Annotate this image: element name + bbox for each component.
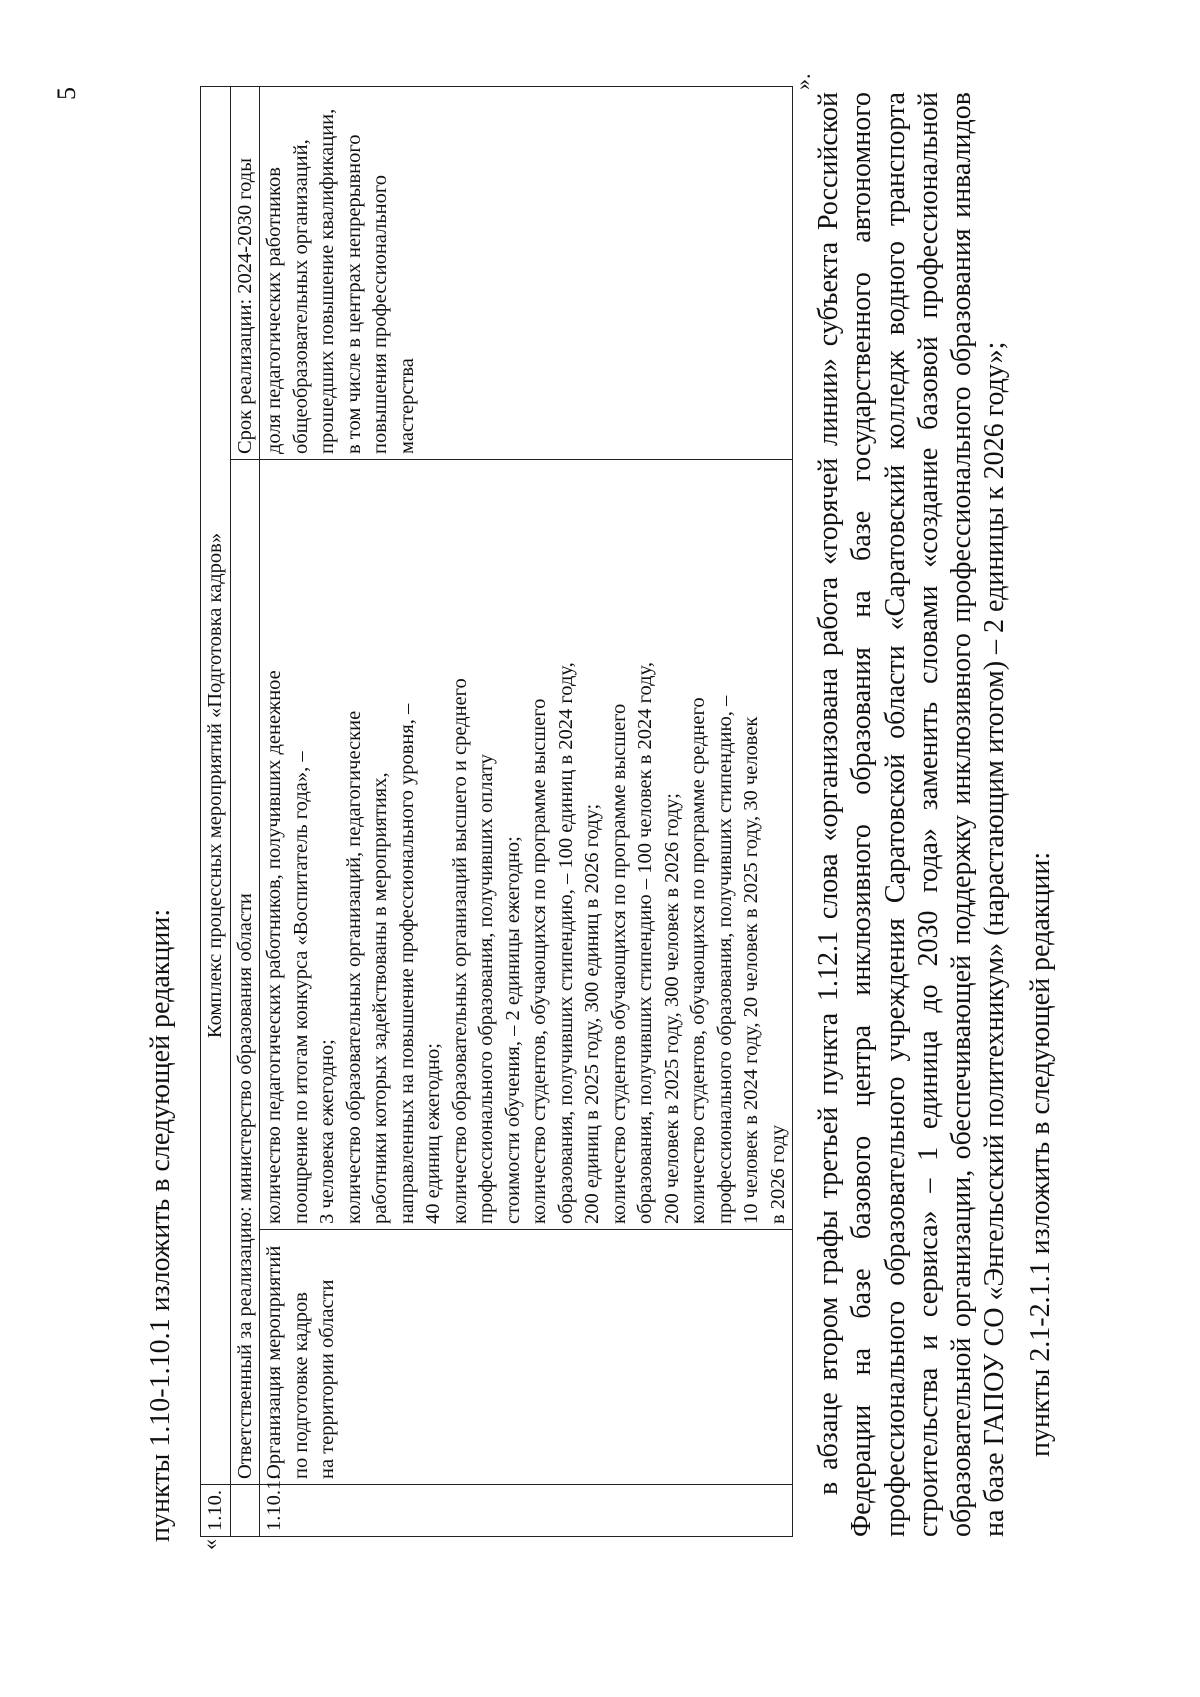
table-row-main <box>201 86 231 1536</box>
indicator-line: количество студентов, обучающихся по программе высшего <box>528 698 550 1224</box>
indicator-line: профессионального образования, получивших оплату <box>475 754 497 1224</box>
cell-main-number: 1.10. <box>201 1485 231 1537</box>
indicator-line: количество студентов, обучающихся по программе среднего <box>687 697 709 1224</box>
amendment-paragraph-2: пункты 2.1-2.1.1 изложить в следующей редакции: <box>1025 851 1056 1457</box>
indicator-line: 10 человек в 2024 году, 20 человек в 2025 году, 30 человек <box>740 716 762 1224</box>
program-table <box>200 86 793 1537</box>
opening-quote: « <box>197 1539 222 1550</box>
cell-empty <box>230 1485 260 1537</box>
indicator-line: профессионального образования, получивших стипендию, – <box>713 695 736 1224</box>
share-line: доля педагогических работников <box>263 167 285 454</box>
indicator-line: образования, получивших стипендию – 100 человек в 2024 году, <box>634 662 656 1224</box>
cell-item-indicators <box>260 460 793 1230</box>
cell-term: Срок реализации: 2024-2030 годы <box>230 86 260 459</box>
cell-main-title: Комплекс процессных мероприятий «Подготовка кадров» <box>201 86 231 1484</box>
share-line: в том числе в центрах непрерывного <box>342 134 365 454</box>
cell-responsible: Ответственный за реализацию: министерство образования области <box>230 460 260 1485</box>
amendment-paragraph-text: в абзаце втором графы третьей пункта 1.12.1 слова «организована работа «горячей линии» субъекта Российской Федерации на базе базового центра инклюзивного образования на базе государственного автономного профессионального образовательного учреждения Саратовской области «Саратовский колледж водного транспорта строительства и сервиса» – 1 единица до 2030 года» заменить словами «создание базовой профессиональной образовательной организации, обеспечивающей поддержку инклюзивного профессионального образования инвалидов на базе ГАПОУ СО «Энгельсский политехникум» (нарастающим итогом) – 2 единицы к 2026 году»; <box>813 92 1011 1537</box>
share-line: прошедших повышение квалификации, <box>316 108 338 454</box>
share-line: мастерства <box>395 358 418 454</box>
indicator-line: поощрение по итогам конкурса «Воспитатель года», – <box>289 751 312 1224</box>
indicator-line: образования, получивших стипендию, – 100 единиц в 2024 году, <box>554 662 577 1224</box>
cell-item-name <box>260 1230 793 1485</box>
amendment-paragraph <box>812 92 1012 1537</box>
share-line: повышения профессионального <box>369 174 391 454</box>
name-line: на территории области <box>316 1279 338 1479</box>
cell-item-share <box>260 86 793 459</box>
indicator-line: стоимости обучения, – 2 единицы ежегодно; <box>501 836 524 1224</box>
indicator-line: 200 единиц в 2025 году, 300 единиц в 2026 году; <box>581 803 603 1224</box>
cell-item-number: 1.10.1. <box>260 1485 793 1537</box>
name-line: по подготовке кадров <box>289 1292 312 1479</box>
amendment-heading: пункты 1.10-1.10.1 изложить в следующей редакции: <box>145 908 176 1542</box>
indicator-line: 3 человека ежегодно; <box>316 1039 338 1224</box>
indicator-line: в 2026 году <box>766 1124 789 1224</box>
indicator-line: количество образовательных организаций, педагогические <box>342 710 365 1224</box>
closing-quote: ». <box>790 73 815 90</box>
indicator-line: количество педагогических работников, получивших денежное <box>263 670 285 1224</box>
indicator-line: 40 единиц ежегодно; <box>422 1043 444 1224</box>
indicator-line: работники которых задействованы в мероприятиях, <box>369 772 391 1224</box>
table-row-responsible <box>230 86 260 1536</box>
indicator-line: 200 человек в 2025 году, 300 человек в 2026 году; <box>660 793 683 1224</box>
indicator-line: количество студентов обучающихся по программе высшего <box>607 703 630 1224</box>
table-row-item <box>260 86 793 1536</box>
indicator-line: количество образовательных организаций высшего и среднего <box>448 678 471 1224</box>
share-line: общеобразовательных организаций, <box>289 139 312 454</box>
indicator-line: направленных на повышение профессионального уровня, – <box>395 703 418 1224</box>
page-number: 5 <box>52 87 81 100</box>
name-line: Организация мероприятий <box>263 1245 285 1479</box>
